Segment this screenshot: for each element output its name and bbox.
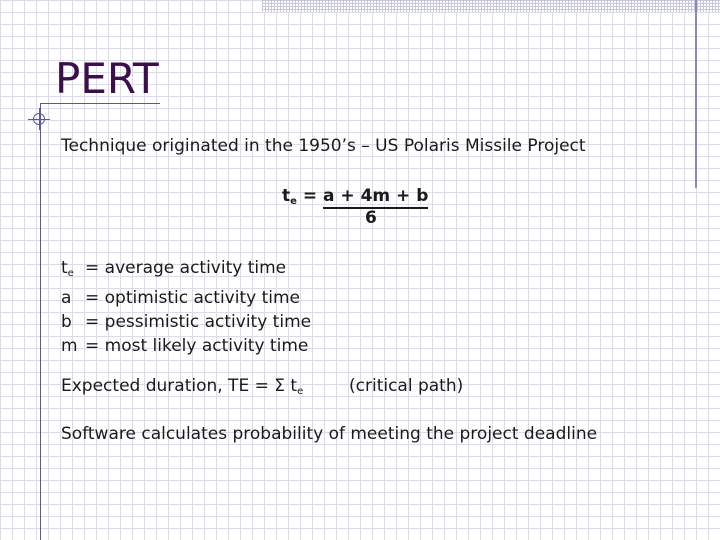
definition-b <box>61 310 311 334</box>
expected-subscript: e <box>297 386 304 397</box>
definition-symbol: a <box>61 288 72 308</box>
expected-duration <box>61 376 303 398</box>
definition-a <box>61 286 311 310</box>
formula-denominator: 6 <box>365 208 377 228</box>
expected-label: Expected duration, TE = Σ t <box>61 376 298 396</box>
crosshair-circle-icon <box>33 113 45 125</box>
formula-lhs: t <box>282 186 291 206</box>
definition-m <box>61 334 311 358</box>
definition-description: = pessimistic activity time <box>85 312 312 332</box>
definition-te <box>61 256 311 286</box>
left-margin-rule <box>40 103 41 540</box>
pert-formula <box>282 186 428 207</box>
definition-description: = optimistic activity time <box>85 288 300 308</box>
definition-description: = most likely activity time <box>85 336 309 356</box>
definition-description: = average activity time <box>85 258 287 278</box>
definition-symbol: b <box>61 312 72 332</box>
definition-subscript: e <box>67 268 74 279</box>
top-pattern-band <box>262 0 720 12</box>
origin-text: Technique originated in the 1950’s – US Polaris Missile Project <box>61 136 586 156</box>
definition-symbol: t <box>61 258 68 278</box>
formula-lhs-subscript: e <box>290 196 297 207</box>
formula-numerator: a + 4m + b <box>323 186 428 209</box>
formula-equals: = <box>296 186 324 206</box>
software-text: Software calculates probability of meeting the project deadline <box>61 424 598 444</box>
definition-symbol: m <box>61 336 78 356</box>
critical-path-note: (critical path) <box>349 376 464 396</box>
right-accent-rule <box>695 0 697 188</box>
title-underline <box>40 103 160 104</box>
definitions-list <box>61 256 311 358</box>
slide-title: PERT <box>55 54 159 103</box>
